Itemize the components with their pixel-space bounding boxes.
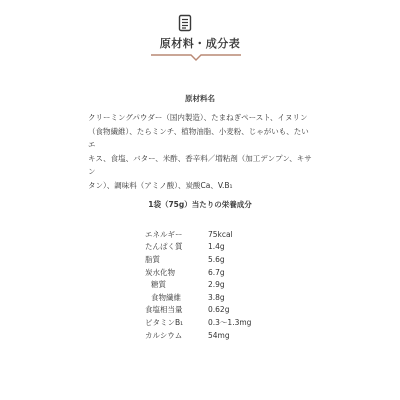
nutrition-label: カルシウム <box>145 330 183 340</box>
nutrition-value: 5.6g <box>208 254 225 264</box>
table-row <box>145 241 251 254</box>
ingredients-line: クリーミングパウダー（国内製造）、たまねぎペースト、イヌリン <box>88 113 308 122</box>
nutrition-label: たんぱく質 <box>145 242 183 252</box>
page-title: 原材料・成分表 <box>159 37 241 50</box>
table-row <box>145 329 251 342</box>
ingredients-heading: 原材料名 <box>185 94 215 103</box>
nutrition-value: 3.8g <box>208 292 225 302</box>
nutrition-value: 75kcal <box>208 229 233 239</box>
nutrition-label: 炭水化物 <box>145 267 175 277</box>
document-list-icon <box>178 14 192 32</box>
table-row <box>145 253 251 266</box>
ingredients-line: タン）、調味料（アミノ酸）、炭酸Ca、V.B₁ <box>88 180 233 190</box>
nutrition-table <box>145 228 251 341</box>
nutrition-value: 0.62g <box>208 305 230 315</box>
table-row <box>145 228 251 241</box>
nutrition-value: 1.4g <box>208 242 225 252</box>
ingredients-text <box>88 111 316 192</box>
ingredients-line: （食物繊維）、たらミンチ、植物油脂、小麦粉、じゃがいも、たいエ <box>88 126 309 149</box>
nutrition-value: 6.7g <box>208 267 225 277</box>
table-row <box>145 266 251 279</box>
nutrition-label: ビタミンB₁ <box>145 317 184 327</box>
title-underline-divider <box>151 53 241 63</box>
table-row <box>145 278 251 291</box>
nutrition-label: エネルギー <box>145 229 183 239</box>
nutrition-label: 糖質 <box>151 280 166 290</box>
nutrition-value: 0.3〜1.3mg <box>208 317 252 327</box>
nutrition-value: 2.9g <box>208 280 225 290</box>
nutrition-heading: 1袋（75g）当たりの栄養成分 <box>148 200 252 209</box>
nutrition-label: 食物繊維 <box>151 292 181 302</box>
table-row <box>145 304 251 317</box>
table-row <box>145 291 251 304</box>
nutrition-value: 54mg <box>208 330 230 340</box>
table-row <box>145 316 251 329</box>
nutrition-label: 食塩相当量 <box>145 305 183 315</box>
nutrition-label: 脂質 <box>145 254 160 264</box>
ingredients-line: キス、食塩、バター、米酢、香辛料／増粘剤（加工デンプン、キサン <box>88 153 312 176</box>
